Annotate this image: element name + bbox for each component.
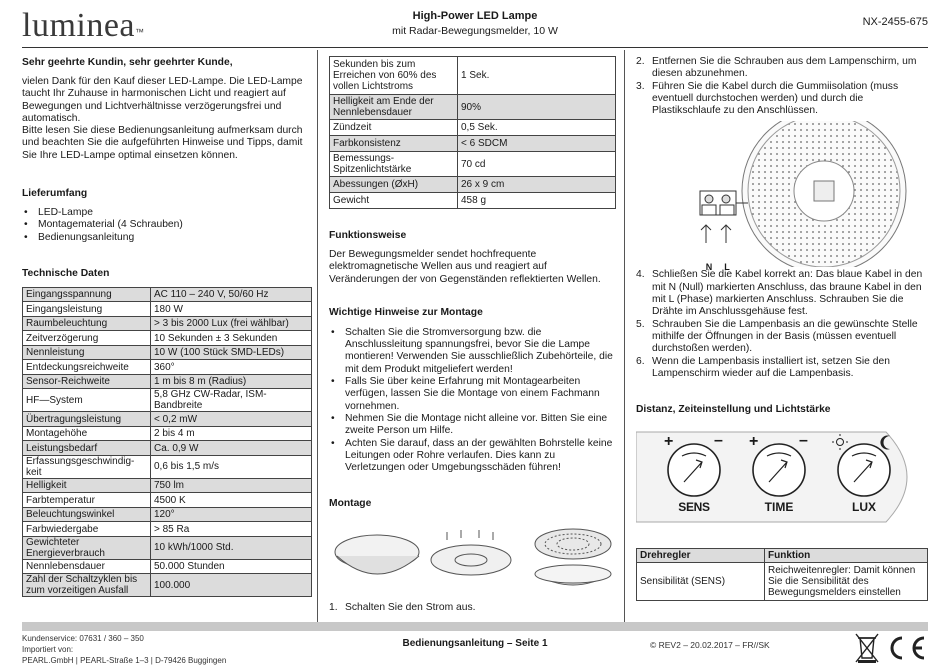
document-subtitle: mit Radar-Bewegungsmelder, 10 W — [392, 25, 558, 37]
table-row: HF—System 5,8 GHz CW-Radar, ISM-Bandbreite — [23, 389, 312, 412]
table-row: Zeitverzögerung 10 Sekunden ± 3 Sekunden — [23, 331, 312, 346]
terminal-label-n: N — [705, 262, 713, 272]
note-item: • Achten Sie darauf, dass an der gewählten Bohrstelle keine Leitungen oder Rohre verlaufen. Dies kann zu Verletzungen oder Umgebungsschäden führen! — [329, 438, 616, 475]
document-title: High-Power LED Lampe — [412, 10, 538, 22]
page-header — [0, 0, 950, 50]
table-row: Zündzeit 0,5 Sek. — [330, 120, 616, 136]
table-row: Nennleistung 10 W (100 Stück SMD-LEDs) — [23, 345, 312, 360]
table-row: Abessungen (ØxH) 26 x 9 cm — [330, 177, 616, 193]
dial-label-lux: LUX — [852, 500, 876, 515]
intro-paragraph-2: Bitte lesen Sie diese Bedienungsanleitung aufmerksam durch und beachten Sie die aufgeführten Hinweise und Tipps, damit Sie Ihre LED-Lampe optimal einsetzen können. — [22, 125, 303, 161]
importer-address: PEARL.GmbH | PEARL-Straße 1–3 | D-79426 Buggingen — [22, 656, 227, 665]
table-row: Sensibilität (SENS) Reichweitenregler: Damit können Sie die Sensibilität des Bewegungsmelders einstellen — [637, 563, 928, 601]
delivery-item: • LED-Lampe — [22, 207, 312, 219]
delivery-heading: Lieferumfang — [22, 188, 88, 200]
revision-info: © REV2 – 20.02.2017 – FR//SK — [650, 640, 770, 650]
service-hotline: Kundenservice: 07631 / 360 – 350 — [22, 634, 144, 643]
table-row: Farbkonsistenz < 6 SDCM — [330, 136, 616, 152]
delivery-item: • Montagematerial (4 Schrauben) — [22, 219, 312, 231]
terminal-illustration — [636, 121, 928, 267]
dial-minus-sens: – — [714, 432, 723, 450]
mounting-steps-1 — [329, 602, 616, 614]
mounting-heading: Montage — [329, 498, 372, 510]
page-label: Bedienungsanleitung – Seite 1 — [402, 638, 548, 649]
footer-bar — [22, 622, 928, 631]
table-row: Übertragungsleistung < 0,2 mW — [23, 412, 312, 427]
note-item: • Schalten Sie die Stromversorgung bzw. die Anschlussleitung spannungsfrei, bevor Sie die Lampe montieren! Verwenden Sie ausschließlich Zubehörteile, die mit dem Produkt mitgeliefert werden! — [329, 327, 616, 376]
specs-table — [22, 287, 312, 598]
table-row: Raumbeleuchtung > 3 bis 2000 Lux (frei wählbar) — [23, 316, 312, 331]
table-row: Beleuchtungswinkel 120° — [23, 507, 312, 522]
dial-label-time: TIME — [764, 500, 794, 515]
greeting: Sehr geehrte Kundin, sehr geehrter Kunde, — [22, 57, 233, 68]
table-row: Erfassungsgeschwindig-keit 0,6 bis 1,5 m/s — [23, 455, 312, 478]
mounting-step: 5. Schrauben Sie die Lampenbasis an die gewünschte Stelle mithilfe der Öffnungen in der Basis (müssen eventuell durchstoßen werden). — [636, 318, 918, 355]
table-row: Montagehöhe 2 bis 4 m — [23, 426, 312, 441]
controls-table — [636, 548, 928, 601]
dial-panel — [636, 422, 928, 532]
table-row: Leistungsbedarf Ca. 0,9 W — [23, 441, 312, 456]
table-row: Zahl der Schaltzyklen bis zum vorzeitigen Ausfall 100.000 — [23, 574, 312, 597]
note-item: • Nehmen Sie die Montage nicht alleine vor. Bitten Sie eine zweite Person um Hilfe. — [329, 413, 616, 438]
specs-heading: Technische Daten — [22, 267, 110, 279]
column-divider-1 — [317, 50, 318, 622]
mounting-steps-2 — [636, 56, 928, 117]
mounting-step: 4. Schließen Sie die Kabel korrekt an: Das blaue Kabel in den mit N (Null) markierten Anschluss, das braune Kabel in den mit L (Phase) markierten Anschluss. Schrauben Sie die Drähte im Anschlussgehäuse fest. — [636, 269, 923, 318]
importer-label: Importiert von: — [22, 645, 74, 654]
table-row: Entdeckungsreichweite 360° — [23, 360, 312, 375]
ce-mark-icon — [892, 638, 924, 658]
delivery-item: • Bedienungsanleitung — [22, 232, 312, 244]
table-row: Helligkeit am Ende der Nennlebensdauer 90% — [330, 95, 616, 120]
table-row: Farbtemperatur 4500 K — [23, 493, 312, 508]
intro-paragraph-1: vielen Dank für den Kauf dieser LED-Lampe. Die LED-Lampe taucht Ihr Zuhause in harmonischen Licht und reagiert auf Bewegungen und Lichtverhältnisse verzögerungsfrei und automatisch. — [22, 76, 303, 124]
table-row: Eingangsspannung AC 110 – 240 V, 50/60 Hz — [23, 287, 312, 302]
notes-heading: Wichtige Hinweise zur Montage — [329, 306, 483, 318]
table-row: Helligkeit 750 lm — [23, 478, 312, 493]
brand-logo: luminea™ — [22, 7, 145, 44]
column-2 — [329, 50, 616, 615]
table-row: Sekunden bis zum Erreichen von 60% des vollen Lichtstroms 1 Sek. — [330, 57, 616, 95]
table-row: Gewichteter Energieverbrauch 10 kWh/1000 Std. — [23, 536, 312, 559]
notes-list — [329, 327, 616, 475]
column-3 — [636, 50, 928, 601]
dial-label-sens: SENS — [678, 500, 710, 515]
delivery-list — [22, 207, 312, 244]
mounting-step: 3. Führen Sie die Kabel durch die Gummiisolation (muss eventuell durchstochen werden) und durch die Plastikschlaufe zu den Anschlüssen. — [636, 80, 899, 117]
table-row: Eingangsleistung 180 W — [23, 302, 312, 317]
certification-icons — [852, 630, 932, 666]
column-divider-2 — [624, 50, 625, 622]
controls-heading: Distanz, Zeiteinstellung und Lichtstärke — [636, 404, 831, 416]
function-text: Der Bewegungsmelder sendet hochfrequente elektromagnetische Wellen aus und reagiert auf Veränderungen der von Gegenständen reflektierten Wellen. — [329, 249, 601, 285]
weee-bin-icon — [856, 634, 878, 663]
dial-minus-time: – — [799, 432, 808, 450]
table-row: Gewicht 458 g — [330, 193, 616, 209]
mounting-steps-3 — [636, 269, 928, 380]
table-row: Sensor-Reichweite 1 m bis 8 m (Radius) — [23, 374, 312, 389]
mounting-step: 6. Wenn die Lampenbasis installiert ist, setzen Sie den Lampenschirm wieder auf die Lampenbasis. — [636, 355, 890, 379]
article-number: NX-2455-675 — [862, 16, 928, 28]
table-row: Nennlebensdauer 50.000 Stunden — [23, 559, 312, 574]
table-row: Bemessungs-Spitzenlichtstärke 70 cd — [330, 152, 616, 177]
mounting-illustration — [329, 516, 616, 598]
specs-table-continued — [329, 56, 616, 209]
dial-plus-sens: + — [664, 433, 674, 451]
function-heading: Funktionsweise — [329, 230, 407, 241]
note-item: • Falls Sie über keine Erfahrung mit Montagearbeiten verfügen, lassen Sie die Montage von einem Fachmann vornehmen. — [329, 376, 616, 413]
terminal-label-l: L — [724, 262, 730, 272]
table-header-row: Drehregler Funktion — [637, 549, 928, 563]
dial-illustration — [636, 422, 928, 532]
column-1 — [22, 50, 312, 597]
dial-plus-time: + — [749, 433, 759, 451]
mounting-step: 2. Entfernen Sie die Schrauben aus dem Lampenschirm, um diesen abzunehmen. — [636, 56, 917, 80]
table-row: Farbwiedergabe > 85 Ra — [23, 522, 312, 537]
header-divider — [22, 47, 928, 48]
mounting-step: 1. Schalten Sie den Strom aus. — [329, 602, 476, 614]
